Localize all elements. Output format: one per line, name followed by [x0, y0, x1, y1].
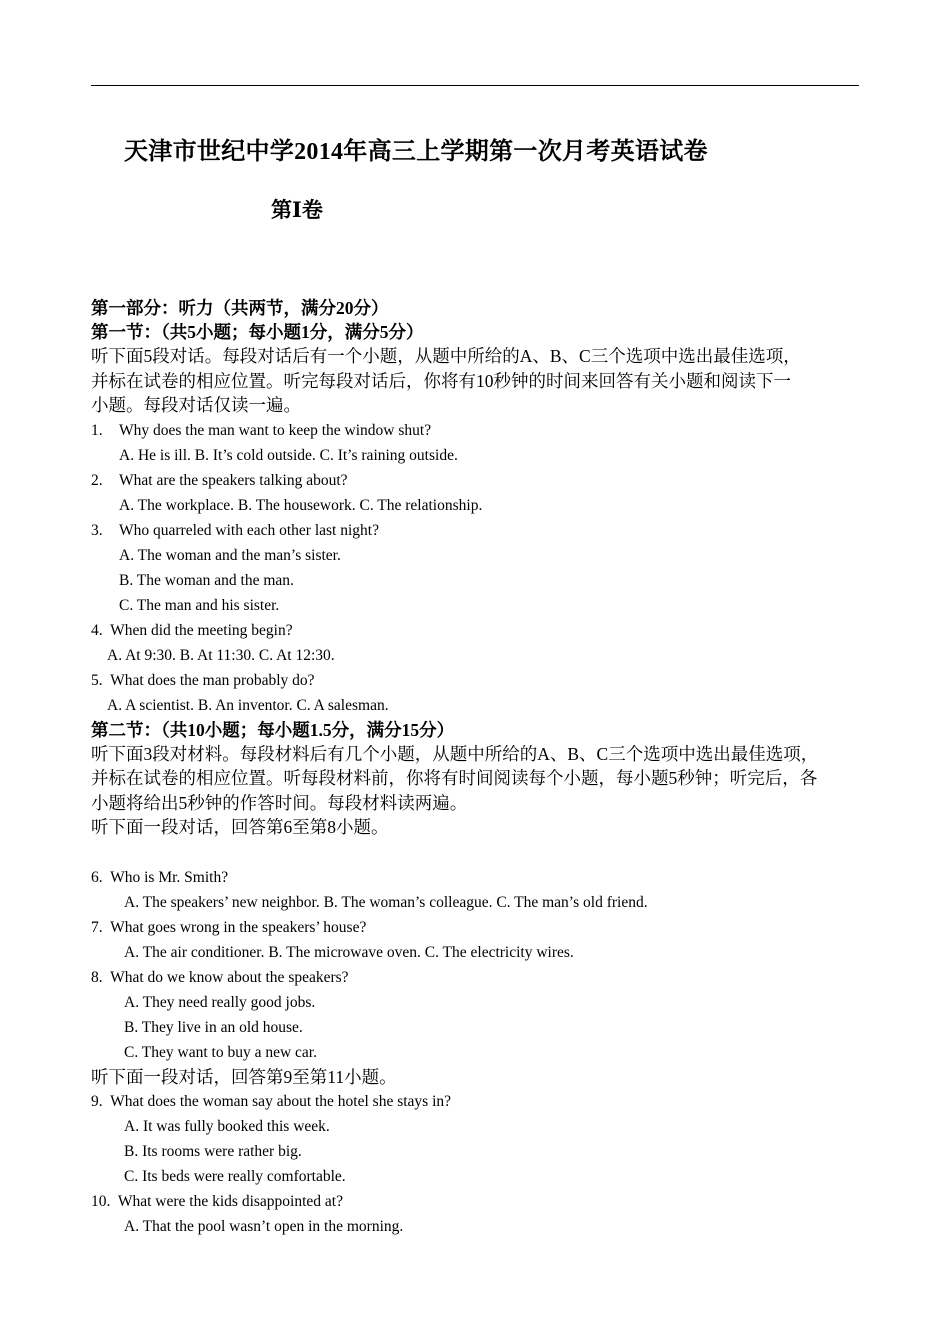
question [91, 1089, 866, 1114]
question-text: When did the meeting begin? [110, 621, 293, 639]
section2-instructions-line: 小题将给出5秒钟的作答时间。每段材料读两遍。 [91, 792, 468, 813]
question-number: 6. [91, 868, 103, 886]
question-options: A. At 9:30. B. At 11:30. C. At 12:30. [107, 646, 335, 664]
question [91, 1189, 866, 1214]
section2-instructions-line: 听下面3段对材料。每段材料后有几个小题，从题中所给的A、B、C三个选项中选出最佳选项， [91, 743, 819, 764]
question-options: A. He is ill. B. It’s cold outside. C. It’s raining outside. [119, 446, 458, 464]
question [91, 915, 866, 940]
section1-instructions-line: 并标在试卷的相应位置。听完每段对话后，你将有10秒钟的时间来回答有关小题和阅读下一 [91, 370, 791, 391]
header-rule [91, 85, 859, 86]
question-number: 2. [91, 471, 103, 489]
question-option: A. That the pool wasn’t open in the morning. [124, 1218, 404, 1235]
question-text: Who quarreled with each other last night? [119, 521, 379, 539]
question-number: 4. [91, 621, 103, 639]
question [91, 618, 866, 643]
volume-heading: 第Ⅰ卷 [271, 198, 323, 222]
question-option: C. Its beds were really comfortable. [124, 1168, 346, 1185]
question-text: What does the man probably do? [110, 671, 315, 689]
question-option: B. Its rooms were rather big. [124, 1143, 302, 1160]
question-number: 8. [91, 968, 103, 986]
question-option: C. They want to buy a new car. [124, 1043, 317, 1061]
question [91, 865, 866, 890]
question-number: 5. [91, 671, 103, 689]
question-option: A. It was fully booked this week. [124, 1118, 330, 1135]
spacer [91, 840, 866, 865]
exam-title: 天津市世纪中学2014年高三上学期第一次月考英语试卷 [124, 139, 708, 165]
section1-instructions-line: 小题。每段对话仅读一遍。 [91, 395, 301, 415]
question-number: 3. [91, 521, 103, 539]
question-options: A. The speakers’ new neighbor. B. The woman’s colleague. C. The man’s old friend. [124, 893, 648, 911]
part1-heading: 第一部分：听力（共两节，满分20分） [91, 298, 389, 318]
question-text: What goes wrong in the speakers’ house? [110, 918, 367, 936]
question-number: 9. [91, 1093, 103, 1110]
question-options: A. The air conditioner. B. The microwave oven. C. The electricity wires. [124, 943, 574, 961]
question-number: 10. [91, 1193, 111, 1210]
section2-heading: 第二节：（共10小题；每小题1.5分，满分15分） [91, 719, 455, 740]
question [91, 468, 866, 493]
question-number: 1. [91, 421, 103, 439]
question [91, 965, 866, 990]
group-intro: 听下面一段对话，回答第9至第11小题。 [91, 1066, 397, 1087]
question-text: Why does the man want to keep the window shut? [119, 421, 432, 439]
question [91, 518, 866, 543]
exam-content [91, 296, 866, 1239]
section1-heading: 第一节：（共5小题；每小题1分，满分5分） [91, 322, 424, 342]
question-option: B. They live in an old house. [124, 1018, 303, 1036]
group-intro: 听下面一段对话，回答第6至第8小题。 [91, 817, 389, 837]
section2-instructions-line: 并标在试卷的相应位置。听每段材料前，你将有时间阅读每个小题，每小题5秒钟；听完后，各 [91, 768, 818, 788]
question-options: A. The workplace. B. The housework. C. The relationship. [119, 496, 483, 514]
question-options: A. A scientist. B. An inventor. C. A salesman. [107, 696, 389, 714]
question [91, 418, 866, 443]
question-text: What does the woman say about the hotel she stays in? [110, 1093, 452, 1110]
question-text: Who is Mr. Smith? [110, 868, 229, 886]
section1-instructions-line: 听下面5段对话。每段对话后有一个小题，从题中所给的A、B、C三个选项中选出最佳选项， [91, 346, 801, 366]
question-option: B. The woman and the man. [119, 571, 294, 589]
question [91, 668, 866, 693]
question-text: What do we know about the speakers? [110, 968, 349, 986]
question-option: A. The woman and the man’s sister. [119, 546, 341, 564]
question-option: A. They need really good jobs. [124, 993, 316, 1011]
question-text: What were the kids disappointed at? [117, 1193, 343, 1210]
question-number: 7. [91, 918, 103, 936]
question-option: C. The man and his sister. [119, 596, 280, 614]
question-text: What are the speakers talking about? [119, 471, 348, 489]
